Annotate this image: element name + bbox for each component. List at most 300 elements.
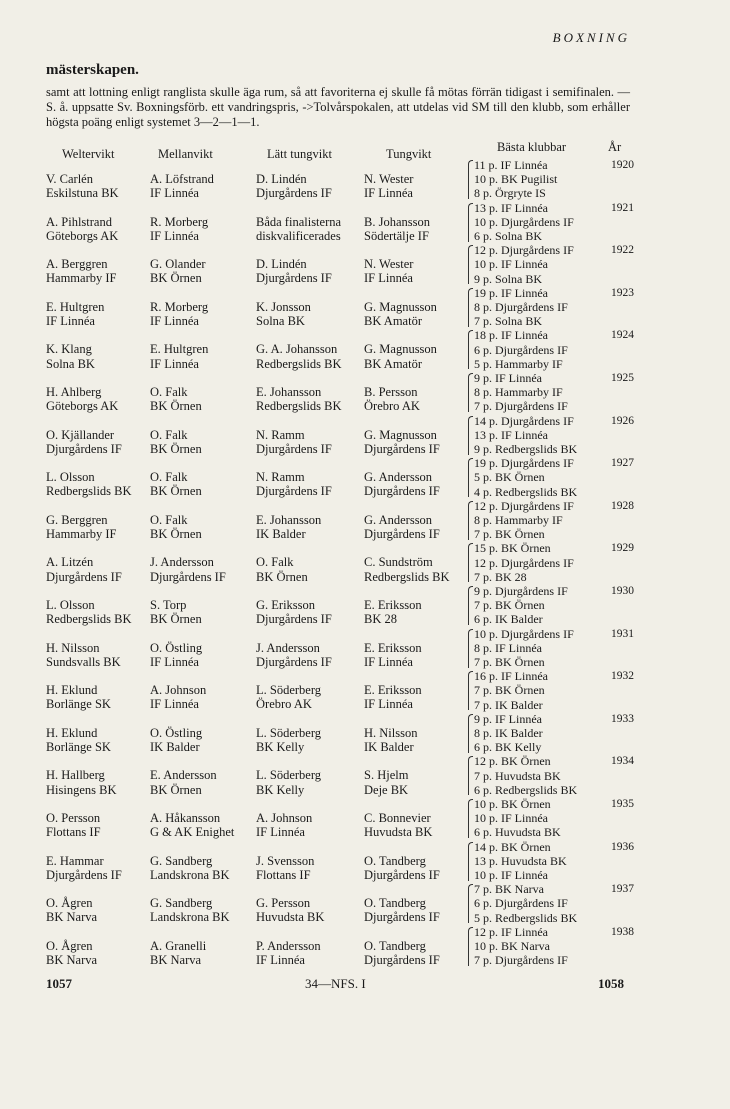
boxer-name: N. Wester [364,172,414,186]
boxer-name: Båda finalisterna [256,214,342,229]
boxer-name: O. Persson [46,811,101,825]
boxer-name: V. Carlén [46,172,93,186]
boxer-club: IF Linnéa [364,271,413,286]
boxer-name: O. Falk [150,470,188,485]
club-score: 8 p. Örgryte IS [474,186,546,201]
year-label: 1935 [611,798,634,810]
welter-cell [46,215,118,243]
running-header: BOXNING [552,30,630,45]
boxer-club: IK Balder [256,527,306,541]
boxer-name: H. Ahlberg [46,385,102,399]
boxer-club: BK Amatör [364,356,422,371]
latt-tung-cell [256,598,332,626]
year-label: 1932 [611,670,634,683]
brace [468,586,473,625]
club-score: 6 p. Solna BK [474,228,543,243]
intro-paragraph [46,85,630,130]
latt-tung-cell [256,811,312,839]
boxer-club: Landskrona BK [150,910,230,925]
club-score: 7 p. BK Örnen [474,654,545,669]
tung-cell [364,470,440,498]
boxer-club: G & AK Enighet [150,825,235,840]
boxer-club: Redbergslids BK [46,612,132,627]
club-score: 7 p. BK Örnen [474,683,545,698]
brace [468,203,473,242]
boxer-name: O. Falk [150,512,188,527]
boxer-name: L. Olsson [46,470,95,485]
boxer-club: BK Örnen [150,527,202,541]
boxer-club: Landskrona BK [150,867,230,882]
boxer-club: BK Örnen [150,484,202,499]
boxer-club: Redbergslids BK [256,356,342,371]
tung-cell [364,172,413,200]
mellan-cell [150,513,202,541]
boxer-club: IK Balder [364,740,414,754]
club-score: 12 p. IF Linnéa [474,924,548,939]
welter-cell [46,342,95,370]
table-row [46,215,466,245]
page-number-right: 1058 [598,976,624,991]
table-row [46,854,466,884]
boxer-club: IF Linnéa [150,186,199,201]
club-score: 7 p. Djurgårdens IF [474,953,568,968]
club-score: 6 p. Djurgårdens IF [474,896,568,911]
boxer-club: BK Amatör [364,314,422,328]
year-label: 1926 [611,414,634,427]
boxer-name: B. Johansson [364,214,430,229]
club-score: 9 p. Djurgårdens IF [474,584,568,598]
boxer-club: Djurgårdens IF [256,654,332,669]
year-label: 1923 [611,286,634,299]
welter-cell [46,385,118,413]
boxer-club: Flottans IF [256,867,311,882]
column-header-mellanvikt: Mellanvikt [158,147,213,161]
year-label: 1924 [611,329,634,342]
boxer-club: IF Linnéa [46,314,95,328]
latt-tung-cell [256,726,321,754]
club-score: 9 p. Redbergslids BK [474,441,578,456]
mellan-cell [150,300,208,328]
club-score: 10 p. IF Linnéa [474,867,548,882]
mellan-cell [150,939,206,967]
brace [468,458,473,497]
club-score: 14 p. BK Örnen [474,839,551,854]
boxer-club: Djurgårdens IF [364,910,440,925]
signature-mark: 34—NFS. I [305,976,366,991]
boxer-club: IF Linnéa [150,356,199,371]
club-score: 7 p. BK 28 [474,569,527,584]
welter-cell [46,555,122,583]
boxer-name: L. Söderberg [256,725,322,740]
tung-cell [364,641,422,669]
brace [468,884,473,923]
club-score: 7 p. BK Örnen [474,598,545,613]
latt-tung-cell [256,428,332,456]
club-score: 19 p. Djurgårdens IF [474,456,574,471]
boxer-club: BK Kelly [256,740,305,754]
page-number-left: 1057 [46,976,72,991]
tung-cell [364,428,440,456]
welter-cell [46,641,121,669]
welter-cell [46,683,111,711]
table-row [46,896,466,926]
boxer-name: A. Johnson [150,683,207,698]
boxer-name: J. Andersson [256,640,320,655]
table-row [46,300,466,330]
boxer-club: BK Narva [150,953,202,967]
boxer-club: Solna BK [256,314,305,328]
brace [468,543,473,582]
club-score: 12 p. Djurgårdens IF [474,243,574,258]
mellan-cell [150,683,206,711]
boxer-club: IF Linnéa [150,314,199,328]
table-row [46,641,466,671]
tung-cell [364,513,440,541]
boxer-club: Örebro AK [256,697,312,712]
club-score: 10 p. BK Örnen [474,797,551,811]
tung-cell [364,896,440,924]
boxer-name: S. Hjelm [364,768,409,783]
latt-tung-cell [256,257,332,285]
boxer-name: J. Andersson [150,555,214,570]
brace [468,160,473,199]
boxer-name: D. Lindén [256,257,307,272]
table-row [46,939,466,969]
boxer-club: IK Balder [150,740,200,754]
boxer-club: Djurgårdens IF [364,527,440,541]
club-score: 7 p. Huvudsta BK [474,768,561,783]
mellan-cell [150,726,202,754]
tung-cell [364,939,440,967]
boxer-club: IF Linnéa [256,953,305,967]
boxer-club: Flottans IF [46,825,101,840]
boxer-name: R. Morberg [150,214,209,229]
tung-cell [364,300,437,328]
year-label: 1934 [611,755,634,768]
club-score: 9 p. IF Linnéa [474,371,542,385]
club-score: 5 p. Hammarby IF [474,356,563,371]
club-score: 12 p. BK Örnen [474,754,551,769]
tung-cell [364,385,420,413]
boxer-name: E. Hultgren [46,299,105,314]
latt-tung-cell [256,300,311,328]
table-row [46,257,466,287]
welter-cell [46,854,122,882]
column-header-tungvikt: Tungvikt [386,147,432,161]
boxer-club: Djurgårdens IF [364,484,440,499]
boxer-club: BK Örnen [150,271,202,286]
latt-tung-cell [256,896,324,924]
boxer-name: O. Falk [150,385,188,399]
club-score: 10 p. BK Pugilist [474,172,558,187]
column-header-weltervikt: Weltervikt [62,147,115,161]
latt-tung-cell [256,385,342,413]
boxer-name: E. Johansson [256,512,322,527]
year-label: 1928 [611,499,634,512]
club-score: 6 p. BK Kelly [474,740,542,755]
table-row [46,385,466,415]
boxer-club: Eskilstuna BK [46,186,119,201]
boxer-name: L. Söderberg [256,683,322,698]
boxer-club: IF Linnéa [364,697,413,712]
brace [468,927,473,966]
boxer-club: Djurgårdens IF [364,441,440,456]
brace [468,714,473,753]
boxer-name: G. Magnusson [364,427,437,442]
club-score: 5 p. Redbergslids BK [474,910,578,925]
latt-tung-cell [256,939,321,967]
latt-tung-cell [256,683,321,711]
club-score: 7 p. IK Balder [474,697,543,712]
boxer-name: A. Litzén [46,555,94,570]
boxer-name: A. Pihlstrand [46,214,112,229]
latt-tung-cell [256,215,341,243]
brace [468,373,473,412]
club-score: 9 p. Solna BK [474,271,543,286]
boxer-club: Hammarby IF [46,271,117,286]
club-score: 19 p. IF Linnéa [474,285,548,300]
boxer-name: G. Olander [150,257,206,272]
boxer-club: Djurgårdens IF [256,441,332,456]
year-label: 1922 [611,244,634,257]
boxer-name: O. Tandberg [364,853,426,868]
tung-cell [364,257,413,285]
boxer-club: Djurgårdens IF [256,271,332,286]
club-score: 8 p. Djurgårdens IF [474,299,568,314]
boxer-name: A. Granelli [150,938,207,953]
boxer-club: IF Linnéa [364,654,413,669]
boxer-name: J. Svensson [256,853,315,868]
brace [468,629,473,668]
club-score: 10 p. Djurgårdens IF [474,626,574,641]
brace [468,416,473,455]
boxer-club: BK Narva [46,953,98,967]
club-score: 7 p. BK Örnen [474,527,545,542]
boxer-club: Djurgårdens IF [364,953,440,967]
boxer-name: C. Sundström [364,555,433,570]
club-score: 11 p. IF Linnéa [474,158,548,172]
table-row [46,555,466,585]
boxer-club: BK Örnen [150,782,202,797]
boxer-club: BK Örnen [150,441,202,456]
boxer-name: L. Olsson [46,598,95,612]
mellan-cell [150,470,202,498]
year-label: 1927 [611,457,634,470]
boxer-club: BK 28 [364,612,397,627]
boxer-club: Södertälje IF [364,228,429,243]
boxer-name: H. Eklund [46,725,98,740]
boxer-club: Redbergslids BK [46,484,132,499]
column-header-ar: År [608,140,622,154]
tung-cell [364,726,417,754]
welter-cell [46,428,122,456]
boxer-club: Hisingens BK [46,782,117,797]
boxer-club: Solna BK [46,356,95,371]
tung-cell [364,768,408,796]
mellan-cell [150,854,230,882]
boxer-club: Djurgårdens IF [256,612,332,627]
boxer-name: E. Eriksson [364,640,422,655]
boxer-name: E. Hammar [46,853,104,868]
boxer-club: Djurgårdens IF [364,867,440,882]
club-score: 12 p. Djurgårdens IF [474,498,574,513]
boxer-name: A. Berggren [46,257,108,272]
boxer-name: O. Tandberg [364,938,426,953]
boxer-club: BK Örnen [150,612,202,627]
boxer-name: O. Ågren [46,938,93,953]
boxer-name: G. Andersson [364,470,433,485]
year-label: 1925 [611,372,634,384]
brace [468,245,473,284]
tung-cell [364,342,437,370]
club-score: 10 p. IF Linnéa [474,257,548,272]
boxer-name: A. Håkansson [150,811,221,825]
boxer-name: R. Morberg [150,299,209,314]
column-header-basta-klubbar: Bästa klubbar [497,140,567,154]
boxer-name: P. Andersson [256,938,321,953]
boxer-club: diskvalificerades [256,228,341,243]
club-score: 15 p. BK Örnen [474,541,551,556]
table-row [46,513,466,543]
table-row [46,726,466,756]
section-title: mästerskapen. [46,62,139,78]
boxer-club: Deje BK [364,782,409,797]
welter-cell [46,172,119,200]
welter-cell [46,726,111,754]
table-row [46,683,466,713]
boxer-name: O. Falk [150,427,188,442]
tung-cell [364,555,450,583]
boxer-name: E. Eriksson [364,598,422,612]
year-label: 1921 [611,201,634,214]
boxer-name: E. Hultgren [150,342,209,357]
boxer-name: N. Ramm [256,427,305,442]
boxer-name: A. Löfstrand [150,172,214,186]
tung-cell [364,598,422,626]
boxer-club: IF Linnéa [150,228,199,243]
boxer-name: O. Ågren [46,896,93,911]
year-label: 1920 [611,159,634,171]
boxer-name: E. Andersson [150,768,217,783]
club-score: 13 p. Huvudsta BK [474,853,567,868]
boxer-name: G. Sandberg [150,896,213,911]
club-score: 10 p. Djurgårdens IF [474,214,574,229]
mellan-cell [150,811,234,839]
club-score: 9 p. IF Linnéa [474,711,542,726]
welter-cell [46,811,101,839]
year-label: 1931 [611,627,634,640]
year-label: 1933 [611,712,634,725]
club-score: 18 p. IF Linnéa [474,328,548,343]
boxer-name: C. Bonnevier [364,811,431,825]
boxer-name: O. Falk [256,555,294,570]
club-score: 10 p. IF Linnéa [474,811,548,826]
brace [468,671,473,710]
boxer-name: L. Söderberg [256,768,322,783]
brace [468,842,473,881]
boxer-name: O. Kjällander [46,427,115,442]
welter-cell [46,257,116,285]
boxer-club: IF Linnéa [364,186,413,201]
year-label: 1929 [611,542,634,555]
club-score: 5 p. BK Örnen [474,470,545,485]
latt-tung-cell [256,641,332,669]
welter-cell [46,896,97,924]
tung-cell [364,215,430,243]
mellan-cell [150,598,202,626]
mellan-cell [150,257,206,285]
boxer-name: G. Sandberg [150,853,213,868]
brace [468,501,473,540]
boxer-club: Huvudsta BK [256,910,325,925]
boxer-club: BK Örnen [256,569,308,584]
mellan-cell [150,428,202,456]
mellan-cell [150,768,217,796]
welter-cell [46,513,116,541]
table-row [46,598,466,628]
club-score: 8 p. IK Balder [474,725,543,740]
club-score: 6 p. IK Balder [474,612,543,627]
mellan-cell [150,342,208,370]
boxer-name: E. Johansson [256,385,322,399]
welter-cell [46,470,132,498]
latt-tung-cell [256,470,332,498]
club-score: 13 p. IF Linnéa [474,200,548,215]
boxer-club: Hammarby IF [46,527,117,541]
table-row [46,470,466,500]
table-row [46,811,466,841]
boxer-name: G. A. Johansson [256,342,338,357]
mellan-cell [150,385,202,413]
welter-cell [46,939,97,967]
boxer-name: H. Hallberg [46,768,105,783]
brace [468,799,473,838]
boxer-name: O. Östling [150,725,203,740]
club-score: 6 p. Redbergslids BK [474,782,578,797]
boxer-name: N. Ramm [256,470,305,485]
boxer-name: B. Persson [364,385,418,399]
latt-tung-cell [256,342,342,370]
club-score: 10 p. BK Narva [474,938,550,953]
boxer-name: N. Wester [364,257,414,272]
club-score: 7 p. Djurgårdens IF [474,399,568,414]
boxer-name: G. Eriksson [256,598,316,612]
boxer-club: Göteborgs AK [46,228,119,243]
boxer-club: Djurgårdens IF [46,569,122,584]
column-header-latt-tungvikt: Lätt tungvikt [267,147,332,161]
boxer-club: Sundsvalls BK [46,654,121,669]
year-label: 1930 [611,585,634,597]
club-score: 7 p. BK Narva [474,882,544,897]
year-label: 1938 [611,925,634,938]
boxer-club: Huvudsta BK [364,825,433,840]
club-score: 7 p. Solna BK [474,314,543,329]
boxer-name: G. Magnusson [364,299,437,314]
latt-tung-cell [256,513,321,541]
boxer-name: H. Nilsson [364,725,418,740]
boxer-club: Göteborgs AK [46,399,119,414]
boxer-name: G. Andersson [364,512,433,527]
boxer-club: Borlänge SK [46,697,111,712]
latt-tung-cell [256,854,314,882]
boxer-club: Djurgårdens IF [256,484,332,499]
welter-cell [46,768,117,796]
boxer-name: O. Tandberg [364,896,426,911]
boxer-name: K. Klang [46,342,92,357]
mellan-cell [150,172,214,200]
boxer-club: BK Narva [46,910,98,925]
boxer-club: IF Linnéa [150,697,199,712]
